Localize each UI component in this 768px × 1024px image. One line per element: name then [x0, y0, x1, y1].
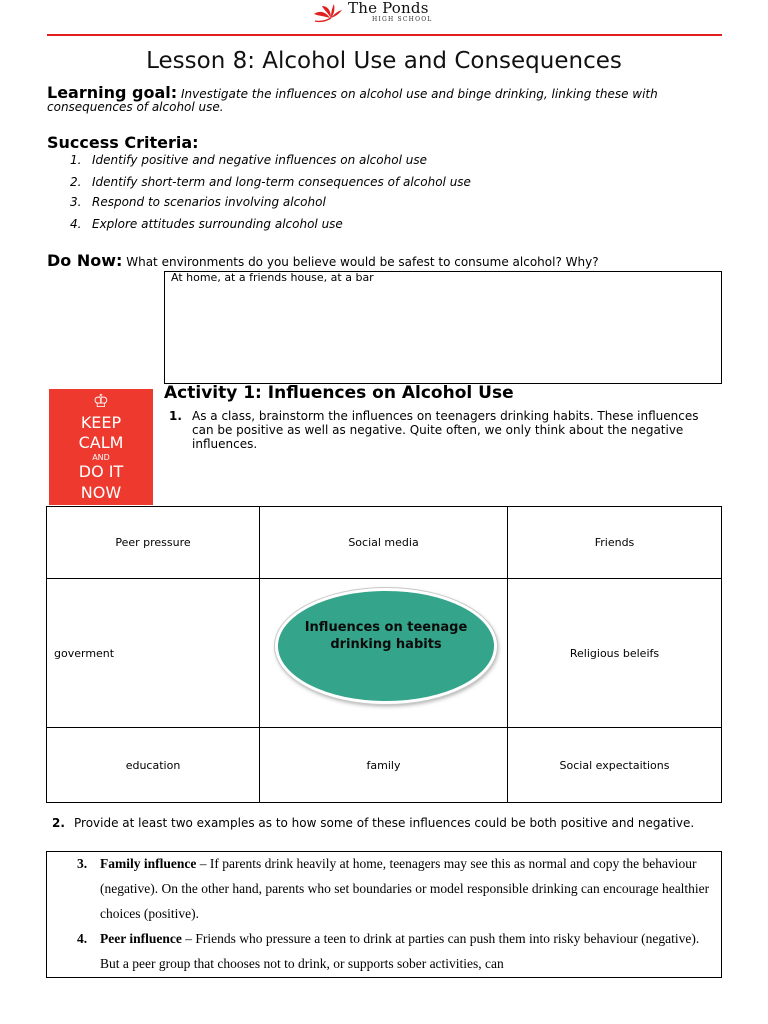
grid-cell[interactable]: Social media: [260, 507, 508, 579]
grid-cell[interactable]: Peer pressure: [47, 507, 260, 579]
answer-item: [77, 851, 714, 926]
answer-number: 4.: [77, 931, 88, 946]
center-ellipse: [275, 588, 497, 704]
center-ellipse-label: Influences on teenage drinking habits: [304, 620, 468, 652]
question-number: 1.: [169, 409, 182, 423]
poster-line: NOW: [80, 483, 122, 502]
question-text: Provide at least two examples as to how some of these influences could be both positive and negative.: [74, 816, 695, 830]
header-divider: [47, 34, 722, 36]
do-now-answer-box[interactable]: [164, 271, 722, 384]
poster-line: CALM: [78, 433, 124, 452]
logo-name: The Ponds: [348, 0, 429, 17]
keep-calm-poster: [49, 389, 153, 505]
learning-goal-text: Investigate the influences on alcohol use and binge drinking, linking these with consequences of alcohol use.: [47, 87, 658, 114]
poster-line: DO IT: [78, 462, 124, 481]
question-number: 2.: [52, 816, 65, 830]
do-now-label: Do Now:: [47, 251, 123, 270]
grid-cell[interactable]: goverment: [47, 579, 260, 728]
question-text: As a class, brainstorm the influences on teenagers drinking habits. These influences can be positive as well as negative. Quite often, we only think about the negative influences.: [192, 409, 699, 451]
grid-cell[interactable]: Friends: [508, 507, 722, 579]
answer-text: – If parents drink heavily at home, teenagers may see this as normal and copy the behaviour (negative). On the other hand, parents who set boundaries or model responsible drinking can encourage healthier choices (positive).: [100, 856, 710, 921]
answer-heading: Family influence: [100, 856, 197, 871]
do-now-answer[interactable]: At home, at a friends house, at a bar: [171, 271, 374, 284]
page-title: Lesson 8: Alcohol Use and Consequences: [146, 48, 622, 74]
answers-box[interactable]: [46, 851, 722, 978]
answer-heading: Peer influence: [100, 931, 182, 946]
answer-item: [77, 926, 714, 976]
criteria-item: 4. Explore attitudes surrounding alcohol use: [70, 217, 343, 231]
activity-heading: Activity 1: Influences on Alcohol Use: [164, 383, 514, 403]
criteria-item: 3. Respond to scenarios involving alcohol: [70, 195, 326, 209]
question-2: [52, 816, 712, 830]
school-logo: [312, 2, 462, 28]
grid-cell[interactable]: Religious beleifs: [508, 579, 722, 728]
learning-goal: [47, 83, 727, 114]
grid-cell[interactable]: Social expectaitions: [508, 728, 722, 803]
answer-text: – Friends who pressure a teen to drink at parties can push them into risky behaviour (negative). But a peer group that chooses not to drink, or supports sober activities, can: [100, 931, 700, 971]
logo-subtitle: HIGH SCHOOL: [372, 16, 433, 23]
poster-line: KEEP: [80, 413, 122, 432]
activity-question: [169, 409, 714, 451]
answer-number: 3.: [77, 856, 88, 871]
criteria-item: 2. Identify short-term and long-term consequences of alcohol use: [70, 175, 471, 189]
do-now-question: What environments do you believe would be safest to consume alcohol? Why?: [126, 255, 599, 269]
crown-icon: ♔: [92, 391, 110, 412]
poster-line: AND: [92, 453, 110, 462]
flower-logo-icon: [312, 2, 346, 28]
criteria-item: 1. Identify positive and negative influences on alcohol use: [70, 153, 427, 167]
do-now: [47, 251, 599, 270]
learning-goal-label: Learning goal:: [47, 83, 178, 102]
success-criteria-heading: Success Criteria:: [47, 133, 199, 152]
grid-cell[interactable]: family: [260, 728, 508, 803]
grid-cell[interactable]: education: [47, 728, 260, 803]
